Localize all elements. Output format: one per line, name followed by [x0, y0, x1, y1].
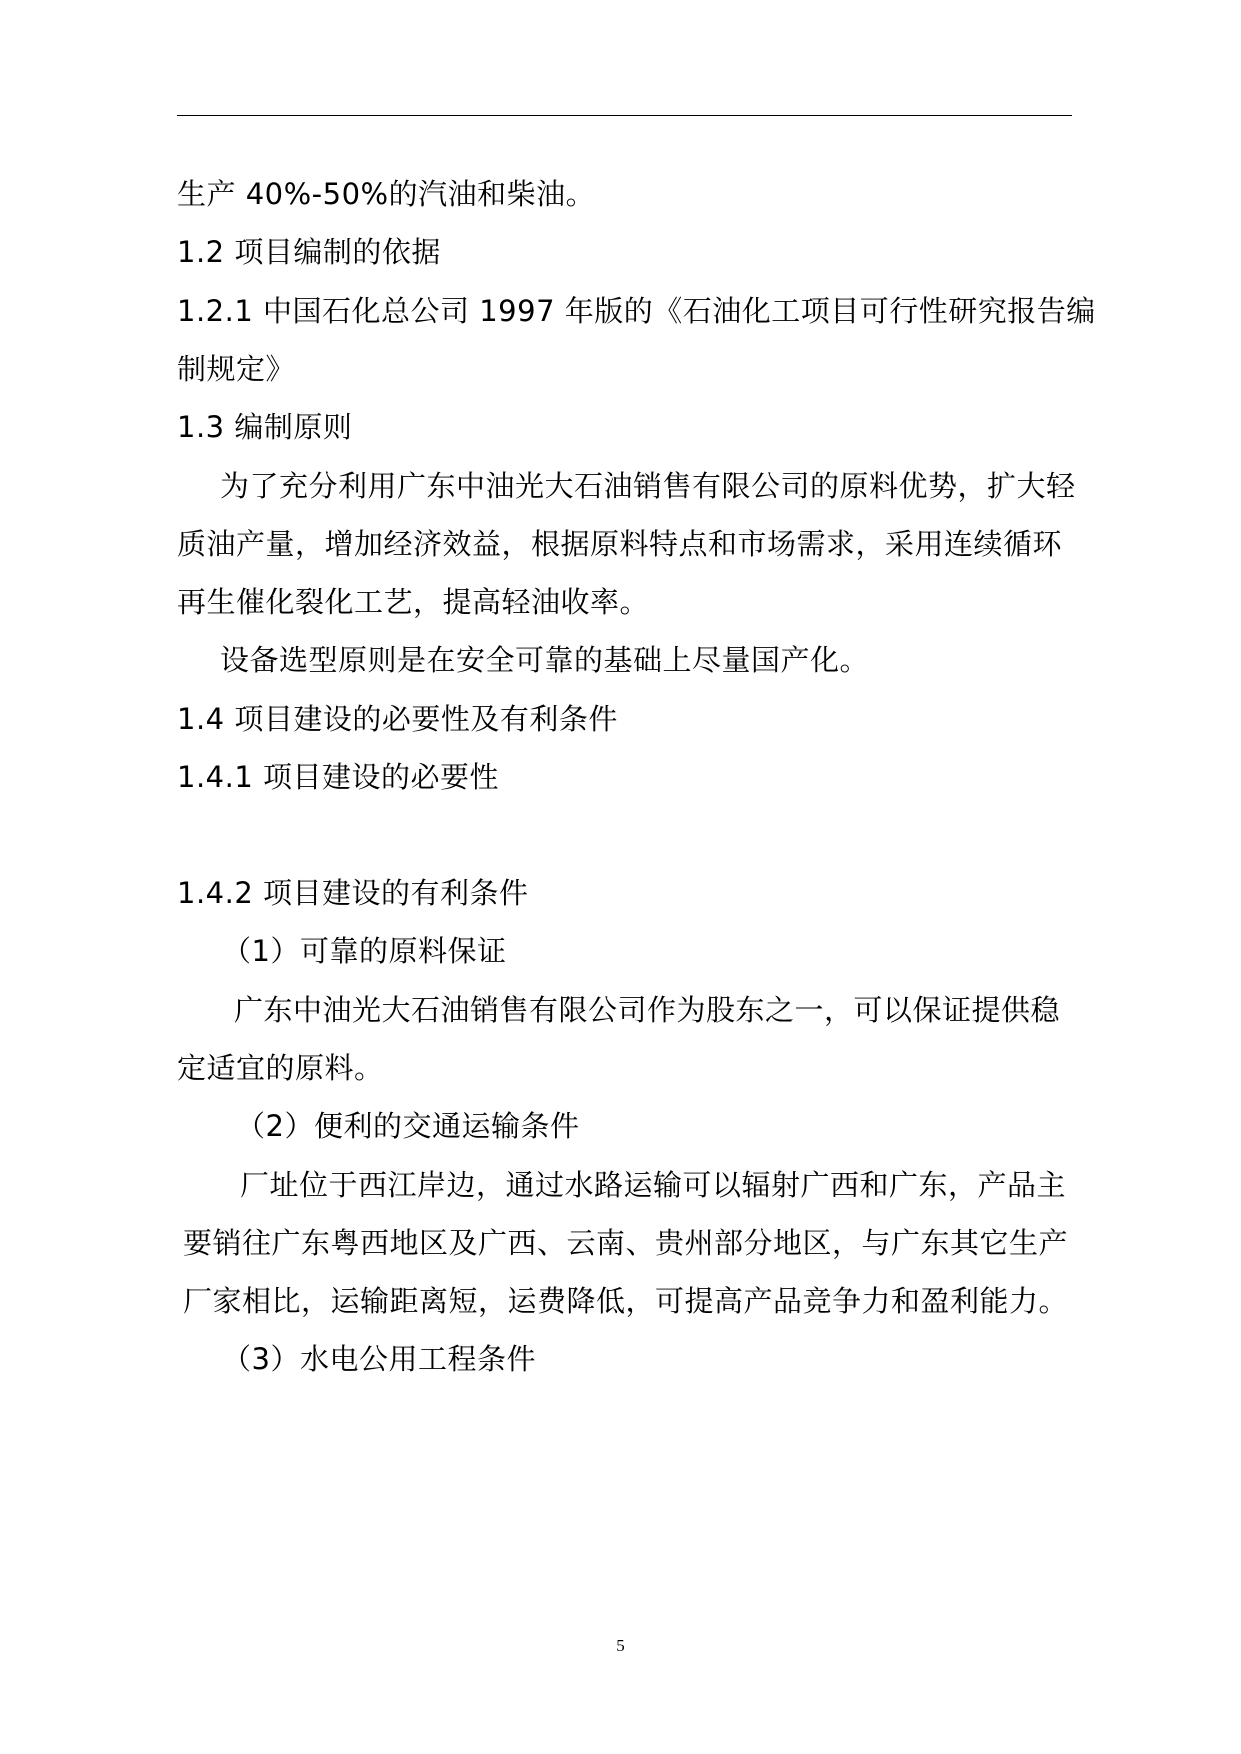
paragraph-line: 质油产量，增加经济效益，根据原料特点和市场需求，采用连续循环 — [177, 527, 1063, 561]
paragraph-line: 定适宜的原料。 — [177, 1051, 384, 1085]
section-heading: 1.3 编制原则 — [177, 410, 353, 444]
header-rule — [177, 115, 1072, 116]
section-heading: 1.2 项目编制的依据 — [177, 235, 441, 269]
paragraph-line: 广东中油光大石油销售有限公司作为股东之一，可以保证提供稳 — [234, 993, 1061, 1027]
paragraph-line: 要销往广东粤西地区及广西、云南、贵州部分地区，与广东其它生产 — [183, 1226, 1069, 1260]
paragraph-line: 为了充分利用广东中油光大石油销售有限公司的原料优势，扩大轻 — [220, 469, 1076, 503]
paragraph-line: 设备选型原则是在安全可靠的基础上尽量国产化。 — [220, 643, 870, 677]
section-heading: 1.4 项目建设的必要性及有利条件 — [177, 702, 618, 736]
subsection-heading: 1.4.1 项目建设的必要性 — [177, 760, 500, 794]
paragraph-line: 厂址位于西江岸边，通过水路运输可以辐射广西和广东，产品主 — [240, 1168, 1067, 1202]
item-heading: （2）便利的交通运输条件 — [236, 1109, 580, 1143]
subsection-heading: 1.2.1 中国石化总公司 1997 年版的《石油化工项目可行性研究报告编 — [177, 294, 1096, 328]
body-line: 生产 40%-50%的汽油和柴油。 — [177, 177, 596, 211]
subsection-heading: 1.4.2 项目建设的有利条件 — [177, 876, 529, 910]
item-heading: （3）水电公用工程条件 — [222, 1342, 536, 1376]
page-number: 5 — [616, 1636, 625, 1655]
item-heading: （1）可靠的原料保证 — [222, 934, 507, 968]
subsection-heading-cont: 制规定》 — [177, 352, 296, 386]
paragraph-line: 再生催化裂化工艺，提高轻油收率。 — [177, 585, 650, 619]
paragraph-line: 厂家相比，运输距离短，运费降低，可提高产品竞争力和盈利能力。 — [183, 1284, 1069, 1318]
